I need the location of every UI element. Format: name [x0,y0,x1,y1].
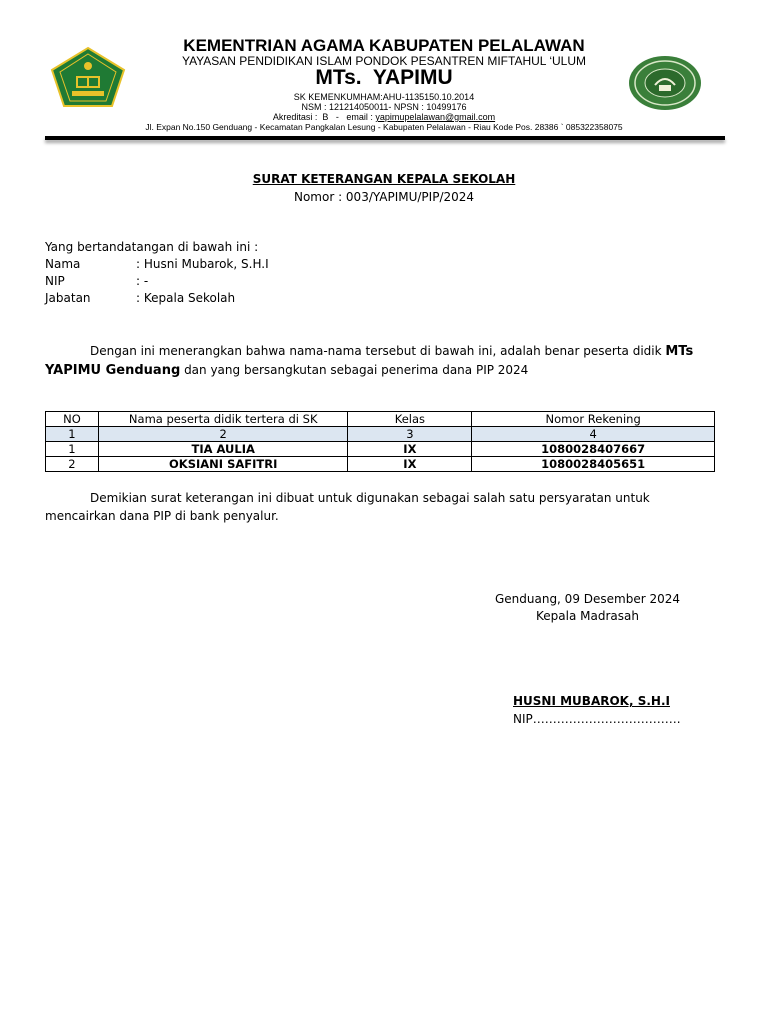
index-cell: 2 [98,427,348,442]
row-no: 2 [46,457,99,472]
closing-text-2: mencairkan dana PIP di bank penyalur. [45,509,279,523]
intro-text: Yang bertandatangan di bawah ini : [45,240,259,254]
email-link[interactable]: yapimupelalawan@gmail.com [375,112,496,122]
header-rekening: Nomor Rekening [472,412,715,427]
school-address: Jl. Expan No.150 Genduang - Kecamatan Pangkalan Lesung - Kabupaten Pelalawan - Riau Kode Pos. 28386 ` 085322358075 [145,122,623,132]
row-no: 1 [46,442,99,457]
header-no: NO [46,412,99,427]
table-index-row [46,427,715,442]
field-value-jabatan: : Kepala Sekolah [136,291,236,305]
ministry-name: KEMENTRIAN AGAMA KABUPATEN PELALAWAN [183,36,585,55]
row-nama: TIA AULIA [98,442,348,457]
accreditation-text: Akreditasi : B - email : [272,112,376,122]
field-value-nama: : Husni Mubarok, S.H.I [136,257,269,271]
field-value-nip: : - [136,274,149,288]
field-label-nip: NIP [45,274,65,288]
school-ref-1: MTs [665,344,694,359]
index-cell: 4 [472,427,715,442]
closing-paragraph [45,489,715,525]
row-nama: OKSIANI SAFITRI [98,457,348,472]
row-rekening: 1080028407667 [472,442,715,457]
field-label-nama: Nama [45,257,81,271]
statement-text: Dengan ini menerangkan bahwa nama-nama tersebut di bawah ini, adalah benar peserta didik [90,344,666,358]
header-kelas: Kelas [348,412,472,427]
school-name: MTs. YAPIMU [315,66,453,89]
place-date: Genduang, 09 Desember 2024 [494,592,681,606]
school-seal-logo [628,55,702,111]
accreditation-email [150,112,618,122]
school-ref-2: YAPIMU Genduang [45,363,181,378]
table-row [46,457,715,472]
signer-nip: NIP………………………………. [513,712,681,726]
index-cell: 3 [348,427,472,442]
row-kelas: IX [348,457,472,472]
row-kelas: IX [348,442,472,457]
sk-number: SK KEMENKUMHAM:AHU-1135150.10.2014 [293,92,475,102]
letter-number: Nomor : 003/YAPIMU/PIP/2024 [293,190,475,204]
recipients-table [45,411,715,472]
table-row [46,442,715,457]
header-nama: Nama peserta didik tertera di SK [98,412,348,427]
signer-role: Kepala Madrasah [536,609,639,623]
statement-paragraph [45,342,715,380]
foundation-name: YAYASAN PENDIDIKAN ISLAM PONDOK PESANTREN MIFTAHUL ‘ULUM [181,54,587,68]
table-header-row [46,412,715,427]
signer-name: HUSNI MUBAROK, S.H.I [513,694,670,708]
letter-title: SURAT KETERANGAN KEPALA SEKOLAH [252,172,516,186]
statement-text-end: dan yang bersangkutan sebagai penerima dana PIP 2024 [180,363,529,377]
field-label-jabatan: Jabatan [45,291,91,305]
letterhead-divider [45,136,725,140]
index-cell: 1 [46,427,99,442]
kemenag-logo [50,46,126,108]
closing-text-1: Demikian surat keterangan ini dibuat untuk digunakan sebagai salah satu persyaratan untuk [90,491,650,505]
row-rekening: 1080028405651 [472,457,715,472]
nsm-npsn: NSM : 121214050011- NPSN : 10499176 [301,102,467,112]
